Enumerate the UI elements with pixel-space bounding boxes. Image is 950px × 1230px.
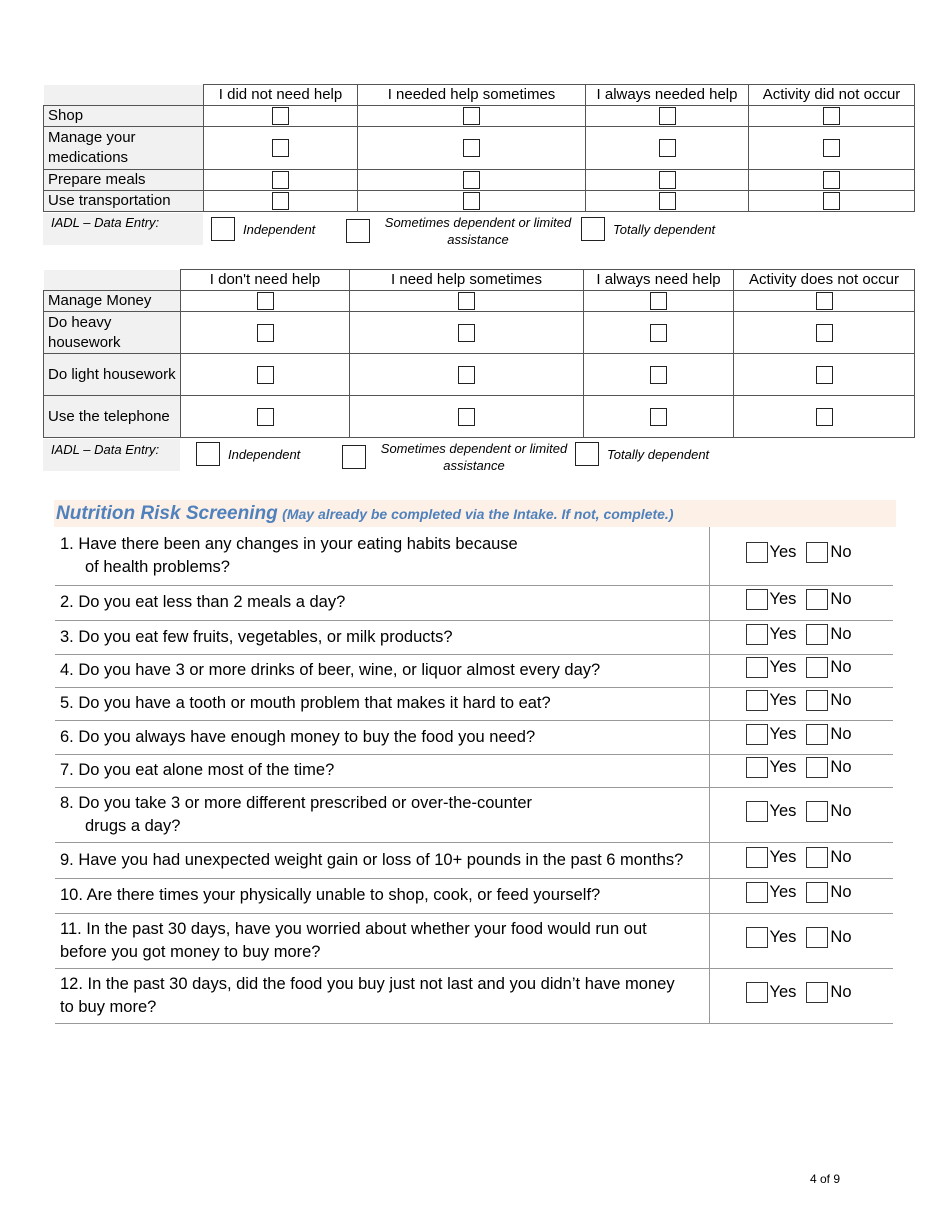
- no-label: No: [830, 847, 852, 866]
- checkbox[interactable]: [463, 139, 480, 157]
- question-row: [55, 654, 893, 687]
- table-row: [44, 106, 915, 127]
- option-label: Totally dependent: [613, 221, 716, 237]
- option-label: Sometimes dependent or limited assistance: [384, 215, 572, 247]
- checkbox[interactable]: [823, 107, 840, 125]
- option-totally-dependent[interactable]: [581, 217, 715, 241]
- option-sometimes-dependent[interactable]: [342, 440, 574, 474]
- answer-cell: [709, 787, 893, 842]
- yes-checkbox[interactable]: [746, 589, 768, 610]
- question-line: 10. Are there times your physically unable to shop, cook, or feed yourself?: [60, 886, 601, 904]
- question-line: 6. Do you always have enough money to buy the food you need?: [60, 727, 536, 746]
- yes-label: Yes: [769, 590, 797, 608]
- corner-cell: [44, 270, 181, 291]
- no-label: No: [830, 543, 852, 562]
- question-line: before you got money to buy more?: [60, 942, 321, 961]
- question-row: [55, 527, 893, 585]
- section-title: Nutrition Risk Screening: [56, 503, 278, 524]
- no-checkbox[interactable]: [806, 757, 828, 778]
- checkbox[interactable]: [650, 366, 667, 384]
- yes-label: Yes: [769, 758, 797, 776]
- column-header: I always need help: [584, 270, 734, 291]
- checkbox[interactable]: [816, 408, 833, 426]
- table-row: [44, 127, 915, 170]
- table-row: [44, 396, 915, 438]
- no-checkbox[interactable]: [806, 982, 828, 1003]
- question-text: [55, 787, 709, 842]
- checkbox[interactable]: [659, 139, 676, 157]
- yes-label: Yes: [769, 724, 797, 743]
- yes-label: Yes: [769, 624, 797, 643]
- no-checkbox[interactable]: [806, 657, 828, 678]
- question-line: drugs a day?: [85, 816, 181, 835]
- question-row: [55, 620, 893, 654]
- row-label: Shop: [44, 106, 204, 127]
- yes-label: Yes: [769, 928, 797, 946]
- checkbox[interactable]: [342, 445, 366, 469]
- no-checkbox[interactable]: [806, 927, 828, 948]
- answer-cell: [709, 913, 893, 968]
- checkbox[interactable]: [458, 366, 475, 384]
- answer-cell: [709, 878, 893, 913]
- no-checkbox[interactable]: [806, 542, 828, 563]
- column-header: Activity does not occur: [734, 270, 915, 291]
- checkbox[interactable]: [463, 192, 480, 210]
- question-text: [55, 620, 709, 654]
- column-header: I don't need help: [181, 270, 350, 291]
- yes-label: Yes: [769, 543, 797, 562]
- answer-cell: [709, 620, 893, 654]
- answer-cell: [709, 754, 893, 787]
- question-text: [55, 913, 709, 968]
- table-row: [44, 191, 915, 212]
- no-label: No: [830, 758, 852, 776]
- no-label: No: [830, 624, 852, 643]
- checkbox[interactable]: [659, 192, 676, 210]
- question-line: to buy more?: [60, 997, 157, 1016]
- option-label: Totally dependent: [607, 446, 710, 462]
- checkbox[interactable]: [196, 442, 220, 466]
- table-row: [44, 170, 915, 191]
- yes-label: Yes: [769, 883, 797, 901]
- column-header: I always needed help: [586, 85, 749, 106]
- yes-label: Yes: [769, 847, 797, 866]
- checkbox[interactable]: [650, 408, 667, 426]
- checkbox[interactable]: [257, 366, 274, 384]
- entry-label: IADL – Data Entry:: [43, 213, 203, 245]
- checkbox[interactable]: [650, 292, 667, 310]
- column-header: I need help sometimes: [350, 270, 584, 291]
- yes-checkbox[interactable]: [746, 724, 768, 745]
- question-text: [55, 878, 709, 913]
- answer-cell: [709, 720, 893, 754]
- question-line: 3. Do you eat few fruits, vegetables, or milk products?: [60, 627, 453, 646]
- question-text: [55, 687, 709, 720]
- no-checkbox[interactable]: [806, 847, 828, 868]
- checkbox[interactable]: [659, 171, 676, 189]
- no-checkbox[interactable]: [806, 690, 828, 711]
- row-label: Do heavy housework: [44, 312, 181, 354]
- checkbox[interactable]: [816, 324, 833, 342]
- page-number: 4 of 9: [810, 1172, 841, 1186]
- question-row: [55, 754, 893, 787]
- checkbox[interactable]: [272, 192, 289, 210]
- checkbox[interactable]: [463, 171, 480, 189]
- table-row: [44, 354, 915, 396]
- no-checkbox[interactable]: [806, 882, 828, 903]
- yes-checkbox[interactable]: [746, 982, 768, 1003]
- section-subtitle: (May already be completed via the Intake. If not, complete.): [282, 506, 674, 522]
- question-row: [55, 842, 893, 878]
- iadl-table-1: [43, 84, 915, 212]
- no-label: No: [830, 883, 852, 901]
- question-text: [55, 527, 709, 585]
- checkbox[interactable]: [272, 171, 289, 189]
- iadl-data-entry-2: [43, 439, 914, 475]
- question-line: 7. Do you eat alone most of the time?: [60, 761, 335, 779]
- yes-checkbox[interactable]: [746, 757, 768, 778]
- answer-cell: [709, 968, 893, 1023]
- yes-checkbox[interactable]: [746, 927, 768, 948]
- no-label: No: [830, 928, 852, 946]
- answer-cell: [709, 687, 893, 720]
- question-text: [55, 585, 709, 620]
- iadl-table-2: [43, 269, 915, 438]
- checkbox[interactable]: [272, 139, 289, 157]
- checkbox[interactable]: [458, 408, 475, 426]
- entry-label: IADL – Data Entry:: [43, 439, 180, 471]
- row-label: Use the telephone: [44, 396, 181, 438]
- option-independent[interactable]: [196, 442, 300, 466]
- question-text: [55, 842, 709, 878]
- question-row: [55, 878, 893, 913]
- no-checkbox[interactable]: [806, 589, 828, 610]
- option-totally-dependent[interactable]: [575, 442, 709, 466]
- question-row: [55, 968, 893, 1023]
- column-header: Activity did not occur: [749, 85, 915, 106]
- question-row: [55, 913, 893, 968]
- checkbox[interactable]: [257, 324, 274, 342]
- question-line: 2. Do you eat less than 2 meals a day?: [60, 593, 346, 611]
- checkbox[interactable]: [463, 107, 480, 125]
- option-label: Independent: [243, 221, 316, 237]
- no-label: No: [830, 983, 852, 1001]
- question-row: [55, 720, 893, 754]
- no-label: No: [830, 590, 852, 608]
- table-row: [44, 291, 915, 312]
- yes-checkbox[interactable]: [746, 801, 768, 822]
- yes-checkbox[interactable]: [746, 847, 768, 868]
- iadl-data-entry-1: [43, 213, 914, 249]
- row-label: Use transportation: [44, 191, 204, 212]
- yes-label: Yes: [769, 802, 797, 820]
- option-label: Sometimes dependent or limited assistance: [380, 441, 568, 473]
- yes-checkbox[interactable]: [746, 624, 768, 645]
- yes-checkbox[interactable]: [746, 542, 768, 563]
- checkbox[interactable]: [458, 292, 475, 310]
- checkbox[interactable]: [650, 324, 667, 342]
- question-line: 8. Do you take 3 or more different prescribed or over-the-counter: [60, 793, 533, 812]
- question-line: 1. Have there been any changes in your eating habits because: [60, 534, 518, 553]
- no-label: No: [830, 691, 852, 709]
- question-row: [55, 787, 893, 842]
- question-text: [55, 654, 709, 687]
- answer-cell: [709, 527, 893, 585]
- nutrition-header: [54, 500, 896, 527]
- yes-checkbox[interactable]: [746, 882, 768, 903]
- option-sometimes-dependent[interactable]: [346, 214, 578, 248]
- yes-label: Yes: [769, 691, 797, 709]
- no-label: No: [830, 802, 852, 820]
- row-label: Manage Money: [44, 291, 181, 312]
- checkbox[interactable]: [823, 139, 840, 157]
- checkbox[interactable]: [823, 192, 840, 210]
- question-text: [55, 720, 709, 754]
- yes-checkbox[interactable]: [746, 690, 768, 711]
- checkbox[interactable]: [272, 107, 289, 125]
- question-line: 11. In the past 30 days, have you worried about whether your food would run out: [60, 919, 647, 938]
- row-label: Manage your medications: [44, 127, 204, 170]
- table-row: [44, 312, 915, 354]
- question-line: of health problems?: [85, 557, 230, 576]
- question-line: 4. Do you have 3 or more drinks of beer, wine, or liquor almost every day?: [60, 661, 601, 679]
- no-checkbox[interactable]: [806, 801, 828, 822]
- yes-label: Yes: [769, 658, 797, 676]
- corner-cell: [44, 85, 204, 106]
- nutrition-table: [55, 527, 893, 1024]
- no-label: No: [830, 658, 852, 676]
- no-label: No: [830, 724, 852, 743]
- checkbox[interactable]: [581, 217, 605, 241]
- question-line: 12. In the past 30 days, did the food you buy just not last and you didn’t have money: [60, 974, 675, 993]
- checkbox[interactable]: [823, 171, 840, 189]
- answer-cell: [709, 654, 893, 687]
- yes-label: Yes: [769, 983, 797, 1001]
- row-label: Prepare meals: [44, 170, 204, 191]
- no-checkbox[interactable]: [806, 624, 828, 645]
- checkbox[interactable]: [458, 324, 475, 342]
- answer-cell: [709, 585, 893, 620]
- checkbox[interactable]: [575, 442, 599, 466]
- question-text: [55, 754, 709, 787]
- option-independent[interactable]: [211, 217, 315, 241]
- checkbox[interactable]: [659, 107, 676, 125]
- answer-cell: [709, 842, 893, 878]
- question-line: 5. Do you have a tooth or mouth problem that makes it hard to eat?: [60, 694, 551, 712]
- checkbox[interactable]: [346, 219, 370, 243]
- yes-checkbox[interactable]: [746, 657, 768, 678]
- question-line: 9. Have you had unexpected weight gain or loss of 10+ pounds in the past 6 months?: [60, 850, 684, 869]
- option-label: Independent: [228, 446, 301, 462]
- no-checkbox[interactable]: [806, 724, 828, 745]
- checkbox[interactable]: [211, 217, 235, 241]
- column-header: I did not need help: [204, 85, 358, 106]
- checkbox[interactable]: [257, 292, 274, 310]
- column-header: I needed help sometimes: [358, 85, 586, 106]
- row-label: Do light housework: [44, 354, 181, 396]
- checkbox[interactable]: [816, 366, 833, 384]
- checkbox[interactable]: [257, 408, 274, 426]
- checkbox[interactable]: [816, 292, 833, 310]
- question-text: [55, 968, 709, 1023]
- question-row: [55, 585, 893, 620]
- question-row: [55, 687, 893, 720]
